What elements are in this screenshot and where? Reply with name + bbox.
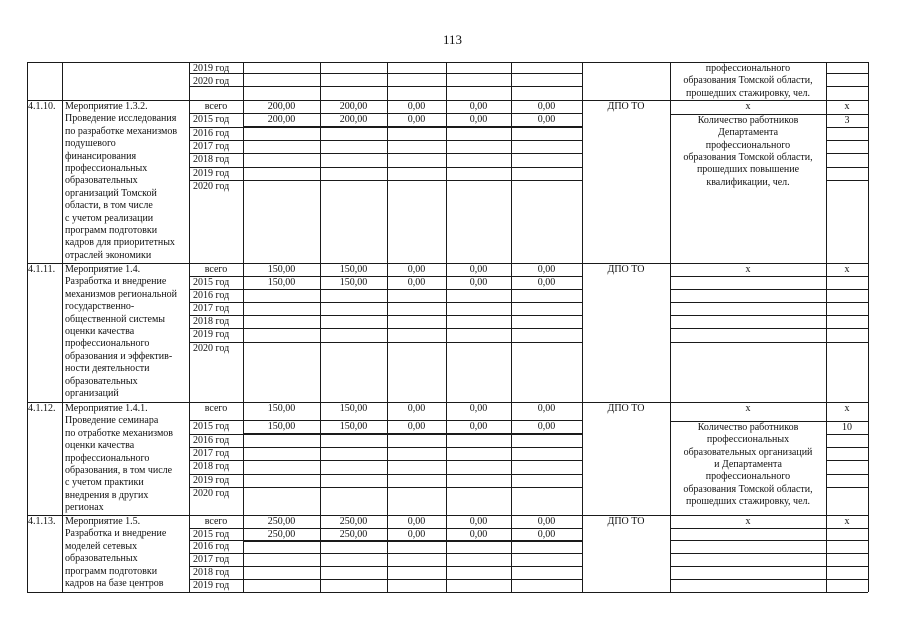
total-label: всего xyxy=(204,516,228,527)
year-value: 0,00 xyxy=(469,277,488,288)
year-row-rule xyxy=(189,127,582,128)
column-rule xyxy=(826,402,827,515)
item-title-line: по отработке механизмов xyxy=(65,427,174,439)
item-title-line: общественной системы xyxy=(65,313,166,325)
item-title-line: Разработка и внедрение xyxy=(65,276,167,288)
column-rule xyxy=(189,402,190,515)
item-title-line: организаций Томской xyxy=(65,187,157,199)
indicator-total: х xyxy=(745,101,751,112)
item-title-line: ности деятельности xyxy=(65,363,150,375)
column-rule xyxy=(582,402,583,515)
column-rule xyxy=(320,402,321,515)
table-bottom-border xyxy=(27,592,868,593)
item-title-line: внедрения в других xyxy=(65,489,149,501)
year-label: 2018 год xyxy=(193,316,230,327)
year-value: 150,00 xyxy=(339,421,368,432)
column-rule xyxy=(446,62,447,100)
year-value: 0,00 xyxy=(537,277,556,288)
item-title-line: оценки качества xyxy=(65,440,135,452)
total-value: 150,00 xyxy=(339,403,368,414)
indicator-total-value: х xyxy=(844,264,850,275)
item-title-line: с учетом реализации xyxy=(65,212,154,224)
indicator-value-rule xyxy=(826,474,868,475)
column-rule xyxy=(27,402,28,515)
item-title-line: Мероприятие 1.4.1. xyxy=(65,403,148,414)
item-number: 4.1.12. xyxy=(28,403,56,414)
indicator-rule xyxy=(670,328,868,329)
year-value: 0,00 xyxy=(537,114,556,125)
total-value: 0,00 xyxy=(537,516,556,527)
year-row-rule xyxy=(189,434,582,435)
total-value: 0,00 xyxy=(537,264,556,275)
item-title-line: программ подготовки xyxy=(65,565,158,577)
column-rule xyxy=(868,100,869,263)
year-row-rule xyxy=(189,302,582,303)
year-label: 2019 год xyxy=(193,329,230,340)
year-value: 150,00 xyxy=(267,421,296,432)
total-value: 0,00 xyxy=(407,403,426,414)
item-title-line: оценки качества xyxy=(65,326,135,337)
indicator-rule xyxy=(670,566,868,567)
column-rule xyxy=(387,402,388,515)
year-value: 0,00 xyxy=(537,529,556,540)
year-label: 2017 год xyxy=(193,303,230,314)
year-value: 0,00 xyxy=(469,114,488,125)
column-rule xyxy=(62,402,63,515)
indicator-text: прошедших стажировку, чел. xyxy=(685,87,811,99)
year-value: 0,00 xyxy=(407,277,426,288)
item-number: 4.1.10. xyxy=(28,101,56,112)
year-label: 2017 год xyxy=(193,554,230,565)
year-value: 150,00 xyxy=(339,277,368,288)
item-title-line: профессионального xyxy=(65,338,150,350)
indicator-text: Департамента xyxy=(717,127,779,139)
year-label: 2015 год xyxy=(193,277,230,288)
indicator-rule xyxy=(670,315,868,316)
indicator-rule xyxy=(670,276,868,277)
column-rule xyxy=(189,62,190,100)
column-rule xyxy=(62,62,63,100)
year-row-rule xyxy=(189,342,582,343)
year-row-rule xyxy=(189,153,582,154)
indicator-value-rule xyxy=(826,487,868,488)
value-row-rule xyxy=(243,541,582,542)
year-row-rule xyxy=(189,140,582,141)
indicator-text: образовательных организаций xyxy=(683,446,813,458)
column-rule xyxy=(826,263,827,402)
column-rule xyxy=(189,263,190,402)
column-rule xyxy=(868,62,869,100)
year-value: 0,00 xyxy=(407,114,426,125)
indicator-text: прошедших повышение xyxy=(696,164,800,176)
year-row-rule xyxy=(189,553,582,554)
item-title-line: кадров на базе центров xyxy=(65,578,164,589)
year-label: 2017 год xyxy=(193,141,230,152)
indicator-rule xyxy=(670,342,868,343)
item-title-line: подушевого xyxy=(65,138,116,150)
year-label: 2018 год xyxy=(193,154,230,165)
column-rule xyxy=(243,402,244,515)
year-value: 250,00 xyxy=(267,529,296,540)
item-title-line: организаций xyxy=(65,388,119,399)
year-row-rule xyxy=(189,474,582,475)
indicator-text: образования Томской области, xyxy=(683,483,813,495)
item-title-line: Мероприятие 1.3.2. xyxy=(65,101,148,112)
indicator-text: Количество работников xyxy=(697,115,799,126)
item-title-line: Мероприятие 1.5. xyxy=(65,516,141,527)
value-row-rule xyxy=(243,289,582,290)
column-rule xyxy=(62,263,63,402)
total-label: всего xyxy=(204,264,228,275)
executor: ДПО ТО xyxy=(607,403,645,414)
column-rule xyxy=(868,515,869,592)
year-value: 250,00 xyxy=(339,529,368,540)
column-rule xyxy=(868,402,869,515)
item-title-line: профессионального xyxy=(65,452,150,464)
total-value: 0,00 xyxy=(537,403,556,414)
column-rule xyxy=(62,100,63,263)
year-label: 2016 год xyxy=(193,290,230,301)
column-rule xyxy=(27,263,28,402)
indicator-value-rule xyxy=(826,167,868,168)
total-value: 0,00 xyxy=(537,101,556,112)
item-title-line: Проведение исследования xyxy=(65,113,177,125)
indicator-total-value: х xyxy=(844,516,850,527)
indicator-rule xyxy=(670,579,868,580)
item-title-line: области, в том числе xyxy=(65,200,153,212)
column-rule xyxy=(27,100,28,263)
year-label: 2020 год xyxy=(193,75,230,87)
item-title-line: программ подготовки xyxy=(65,225,158,236)
indicator-total: х xyxy=(745,403,751,414)
column-rule xyxy=(511,402,512,515)
item-title-line: профессиональных xyxy=(65,163,148,174)
item-title-line: с учетом практики xyxy=(65,477,144,489)
indicator-value-rule xyxy=(826,447,868,448)
total-value: 0,00 xyxy=(407,516,426,527)
indicator-value-rule xyxy=(826,140,868,141)
total-value: 250,00 xyxy=(267,516,296,527)
year-label: 2016 год xyxy=(193,541,230,552)
year-label: 2020 год xyxy=(193,343,230,354)
year-row-rule xyxy=(189,315,582,316)
column-rule xyxy=(62,515,63,592)
column-rule xyxy=(320,62,321,100)
total-value: 200,00 xyxy=(267,101,296,112)
year-label: 2015 год xyxy=(193,114,230,125)
item-title-line: Проведение семинара xyxy=(65,415,159,427)
year-value: 150,00 xyxy=(267,277,296,288)
year-label: 2016 год xyxy=(193,435,230,446)
indicator-text: образования Томской области, xyxy=(683,151,813,163)
item-title-line: регионах xyxy=(65,502,104,514)
year-value: 200,00 xyxy=(339,114,368,125)
total-value: 150,00 xyxy=(339,264,368,275)
total-value: 0,00 xyxy=(407,264,426,275)
column-rule xyxy=(27,62,28,100)
item-title-line: моделей сетевых xyxy=(65,540,138,552)
year-label: 2019 год xyxy=(193,63,230,74)
indicator-value-rule xyxy=(826,127,868,128)
indicator-rule xyxy=(670,553,868,554)
indicator-text: и Департамента xyxy=(714,458,782,470)
item-title-line: Разработка и внедрение xyxy=(65,528,167,540)
total-label: всего xyxy=(204,403,228,414)
item-title-line: кадров для приоритетных xyxy=(65,237,175,249)
year-value: 200,00 xyxy=(267,114,296,125)
column-rule xyxy=(670,263,671,402)
indicator-total: х xyxy=(745,516,751,527)
column-rule xyxy=(582,263,583,402)
year-row-rule xyxy=(189,566,582,567)
indicator-text: профессионального xyxy=(705,471,791,483)
year-label: 2016 год xyxy=(193,128,230,139)
indicator-rule xyxy=(670,302,868,303)
indicator-text: профессионального xyxy=(705,63,791,74)
total-value: 0,00 xyxy=(407,101,426,112)
year-value: 0,00 xyxy=(469,421,488,432)
column-rule xyxy=(826,62,827,100)
year-value: 0,00 xyxy=(469,529,488,540)
year-label: 2020 год xyxy=(193,488,230,499)
indicator-value-rule xyxy=(826,86,868,87)
column-rule xyxy=(387,62,388,100)
year-row-rule xyxy=(189,167,582,168)
total-value: 0,00 xyxy=(469,101,488,112)
year-row-rule xyxy=(189,487,582,488)
item-number: 4.1.13. xyxy=(28,516,56,527)
item-title-line: государственно- xyxy=(65,301,135,313)
total-value: 250,00 xyxy=(339,516,368,527)
year-label: 2015 год xyxy=(193,421,230,432)
item-title-line: Мероприятие 1.4. xyxy=(65,264,141,275)
indicator-text: Количество работников xyxy=(697,422,799,433)
year-label: 2020 год xyxy=(193,181,230,192)
year-value: 0,00 xyxy=(407,529,426,540)
year-row-rule xyxy=(189,579,582,580)
column-rule xyxy=(446,402,447,515)
year-row-rule xyxy=(189,86,582,87)
total-label: всего xyxy=(204,101,228,112)
indicator-text: профессионального xyxy=(705,139,791,151)
item-title-line: образования и эффектив- xyxy=(65,350,173,362)
year-label: 2015 год xyxy=(193,529,230,540)
executor: ДПО ТО xyxy=(607,101,645,112)
indicator-value-rule xyxy=(826,460,868,461)
column-rule xyxy=(868,263,869,402)
total-value: 0,00 xyxy=(469,516,488,527)
indicator-total: х xyxy=(745,264,751,275)
executor: ДПО ТО xyxy=(607,264,645,275)
column-rule xyxy=(243,62,244,100)
item-title-line: образовательных xyxy=(65,175,138,187)
year-value: 0,00 xyxy=(537,421,556,432)
year-row-rule xyxy=(189,73,582,74)
indicator-text: квалификации, чел. xyxy=(706,176,790,188)
indicator-value-rule xyxy=(826,180,868,181)
year-row-rule xyxy=(189,328,582,329)
indicator-total-value: х xyxy=(844,403,850,414)
value-row-rule xyxy=(243,433,582,434)
total-value: 200,00 xyxy=(339,101,368,112)
indicator-rule xyxy=(670,528,868,529)
year-label: 2019 год xyxy=(193,168,230,179)
indicator-text: образования Томской области, xyxy=(683,75,813,87)
indicator-value-rule xyxy=(826,73,868,74)
indicator-total-value: х xyxy=(844,101,850,112)
year-row-rule xyxy=(189,447,582,448)
item-title-line: образовательных xyxy=(65,375,138,387)
total-value: 150,00 xyxy=(267,403,296,414)
year-label: 2019 год xyxy=(193,475,230,486)
item-title-line: образовательных xyxy=(65,553,138,565)
value-row-rule xyxy=(243,126,582,127)
year-label: 2018 год xyxy=(193,567,230,578)
year-label: 2019 год xyxy=(193,580,230,591)
total-value: 0,00 xyxy=(469,403,488,414)
indicator-value: 10 xyxy=(842,422,852,433)
year-label: 2017 год xyxy=(193,448,230,459)
item-title-line: финансирования xyxy=(65,150,137,162)
indicator-rule xyxy=(670,540,868,541)
indicator-text: профессиональных xyxy=(706,434,790,446)
indicator-rule xyxy=(670,289,868,290)
year-row-rule xyxy=(189,460,582,461)
item-title-line: механизмов региональной xyxy=(65,288,178,300)
item-title-line: образования, в том числе xyxy=(65,465,173,476)
total-value: 150,00 xyxy=(267,264,296,275)
column-rule xyxy=(582,100,583,263)
item-title-line: по разработке механизмов xyxy=(65,125,178,137)
year-value: 0,00 xyxy=(407,421,426,432)
column-rule xyxy=(189,100,190,263)
column-rule xyxy=(582,62,583,100)
indicator-text: прошедших стажировку, чел. xyxy=(685,495,811,507)
indicator-value-rule xyxy=(826,434,868,435)
total-value: 0,00 xyxy=(469,264,488,275)
column-rule xyxy=(511,62,512,100)
item-number: 4.1.11. xyxy=(28,264,56,275)
item-title-line: отраслей экономики xyxy=(65,249,152,261)
page-number: 113 xyxy=(442,32,463,47)
indicator-value: 3 xyxy=(844,115,850,126)
year-row-rule xyxy=(189,180,582,181)
year-label: 2018 год xyxy=(193,461,230,472)
executor: ДПО ТО xyxy=(607,516,645,527)
indicator-value-rule xyxy=(826,153,868,154)
